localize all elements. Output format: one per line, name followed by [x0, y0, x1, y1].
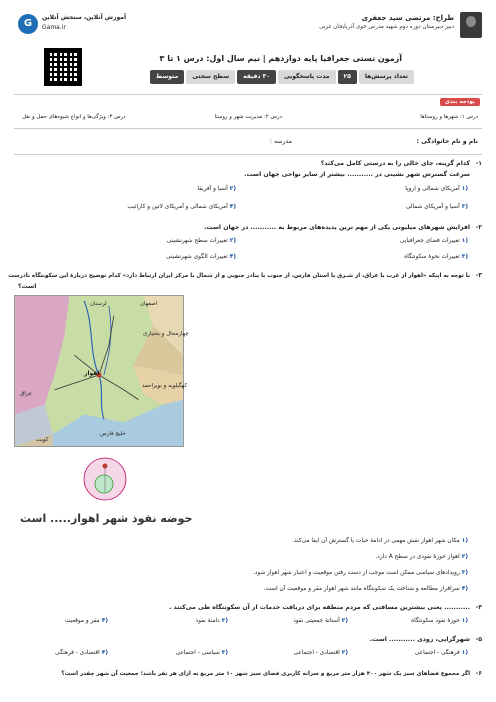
answer-option[interactable]: (۲ تغییرات سطح شهرنشینی — [166, 238, 236, 244]
question-number: ۲- — [475, 224, 482, 231]
answer-option[interactable]: (۳ سیاسی - اجتماعی — [175, 650, 228, 656]
question-number: ۳- — [475, 272, 482, 279]
divider — [14, 154, 482, 155]
divider — [14, 128, 482, 129]
answer-option[interactable]: (۱ فرهنگی - اجتماعی — [414, 650, 468, 656]
question-stem: شهرگرایی، رودی ........... است. — [369, 636, 470, 643]
question-stem: اگر مجموع فضاهای سبز یک شهر ۴۰۰ هزار متر مربع و سرانه کاربری فضای سبز شهر ۱۰ متر مربع به ازای هر نفر باشد؛ جمعیت آن شهر چقدر است؟ — [61, 671, 470, 677]
answer-option[interactable]: (۳ تغییرات نحوهٔ سکونتگاه — [404, 254, 468, 260]
author-description: دبیر دبیرستان دوره دوم شهید مدرس خوی آذربایجان غربی — [319, 24, 454, 30]
budget-badge: بودجه بندی — [440, 98, 480, 106]
student-name-label: نام و نام خانوادگی : — [416, 138, 478, 145]
map-label: اصفهان — [140, 301, 158, 307]
page-header — [14, 12, 482, 90]
question-count-label: تعداد پرسش‌ها — [359, 70, 414, 84]
answer-option[interactable]: (۳ رویدادهای سیاسی ممکن است موجب از دست رفتن موقعیت و اعتبار شهر اهواز شود. — [252, 570, 468, 576]
question-number: ۵- — [475, 636, 482, 643]
school-label: مدرسه : — [269, 138, 292, 145]
author-photo — [460, 12, 482, 38]
map-label: کویت — [36, 437, 49, 443]
diagram-caption: حوضه نفوذ شهر اهواز..... است — [20, 512, 193, 525]
author-name: طراح: مرتضی سید جعفری — [361, 14, 454, 22]
question-number: ۶- — [475, 670, 482, 677]
answer-option[interactable]: (۳ آسیا و آمریکای شمالی — [405, 204, 468, 210]
question-stem: افزایش شهرهای میلیونی یکی از مهم ترین پدیده‌های مربوط به ........... در جهان است. — [203, 224, 470, 231]
divider — [14, 94, 482, 95]
qr-code-icon — [44, 48, 82, 86]
answer-option[interactable]: (۱ مکان شهر اهواز نقش مهمی در ادامهٔ حیات یا گسترش آن ایفا می‌کند. — [292, 538, 468, 544]
question-number: ۱- — [475, 160, 482, 167]
lesson-3: درس ۳: ویژگی‌ها و انواع شیوه‌های حمل و نقل — [22, 114, 126, 120]
exam-title: آزمون تستی جغرافیا پایه دوازدهم | نیم سال اول: درس ۱ تا ۳ — [159, 54, 402, 63]
map-label: کهگیلویه و بویراحمد — [142, 383, 188, 389]
answer-option[interactable]: (۴ مقر و موقعیت — [64, 618, 108, 624]
answer-option[interactable]: (۲ اهواز حوزهٔ نفوذی در سطح A دارد. — [375, 554, 468, 560]
map-label: اهواز — [84, 370, 100, 377]
logo-tagline: آموزش آنلاین، سنجش آنلاین — [42, 14, 127, 21]
student-info-row — [14, 136, 482, 148]
answer-option[interactable]: (۴ آمریکای شمالی و آمریکای لاتین و کارائیب — [127, 204, 236, 210]
duration-value: ۳۰ دقیقه — [237, 70, 276, 84]
difficulty-value: متوسط — [150, 70, 184, 84]
influence-area-diagram — [82, 456, 128, 502]
map-label: چهارمحال و بختیاری — [143, 331, 189, 337]
question-stem: است؟ — [18, 283, 37, 290]
map-label: عراق — [20, 391, 33, 397]
gama-logo-icon[interactable]: G — [18, 14, 38, 34]
question-stem: کدام گزینه، جای خالی را به درستی کامل می‌کند؟ — [320, 160, 470, 167]
answer-option[interactable]: (۱ آمریکای شمالی و اروپا — [405, 186, 468, 192]
difficulty-label: سطح سختی — [186, 70, 235, 84]
question-count-value: ۲۵ — [338, 70, 357, 84]
lesson-1: درس ۱: شهرها و روستاها — [420, 114, 478, 120]
question-stem: ........... یعنی بیشترین مسافتی که مردم منطقه برای دریافت خدمات از آن سکونتگاه طی می‌کنند . — [169, 604, 470, 611]
question-stem: با توجه به اینکه «اهواز از غرب با عراق، از شـرق با استان فارس، از جنوب با بنادر جنوبی و از شمال با مرکز ایران ارتباط دارد» کدام توضیح دربارهٔ این سکونتگاه نادرست — [8, 273, 470, 279]
map-label: خلیج فارس — [100, 431, 126, 437]
answer-option[interactable]: (۳ دامنهٔ نفوذ — [195, 618, 228, 624]
answer-option[interactable]: (۱ حوزهٔ نفوذ سکونتگاه — [411, 618, 468, 624]
duration-label: مدت پاسخگویی — [278, 70, 336, 84]
lesson-2: درس ۲: مدیریت شهر و روستا — [214, 114, 282, 120]
lessons-row — [14, 112, 482, 124]
answer-option[interactable]: (۴ اقتصادی - فرهنگی — [55, 650, 108, 656]
answer-option[interactable]: (۲ اقتصادی - اجتماعی — [293, 650, 348, 656]
answer-option[interactable]: (۴ تغییرات الگوی شهرنشینی — [165, 254, 236, 260]
question-stem: سرعت گسترش شهر نشینی در ........... بیشتر از سایر نواحی جهان است. — [244, 171, 470, 178]
answer-option[interactable]: (۱ تغییرات فضای جغرافیایی — [399, 238, 468, 244]
map-label: لرستان — [90, 301, 107, 307]
answer-option[interactable]: (۲ آستانهٔ جمعیتی نفوذ — [293, 618, 348, 624]
answer-option[interactable]: (۴ سرافراز مطالعه و شناخت یک سکونتگاه مانند شهر اهواز مقر و موقعیت آن است. — [263, 586, 468, 592]
logo-url[interactable]: Gama.ir — [42, 24, 66, 31]
exam-info-row — [150, 70, 414, 84]
answer-option[interactable]: (۲ آسیا و آفریقا — [197, 186, 236, 192]
question-number: ۴- — [475, 604, 482, 611]
